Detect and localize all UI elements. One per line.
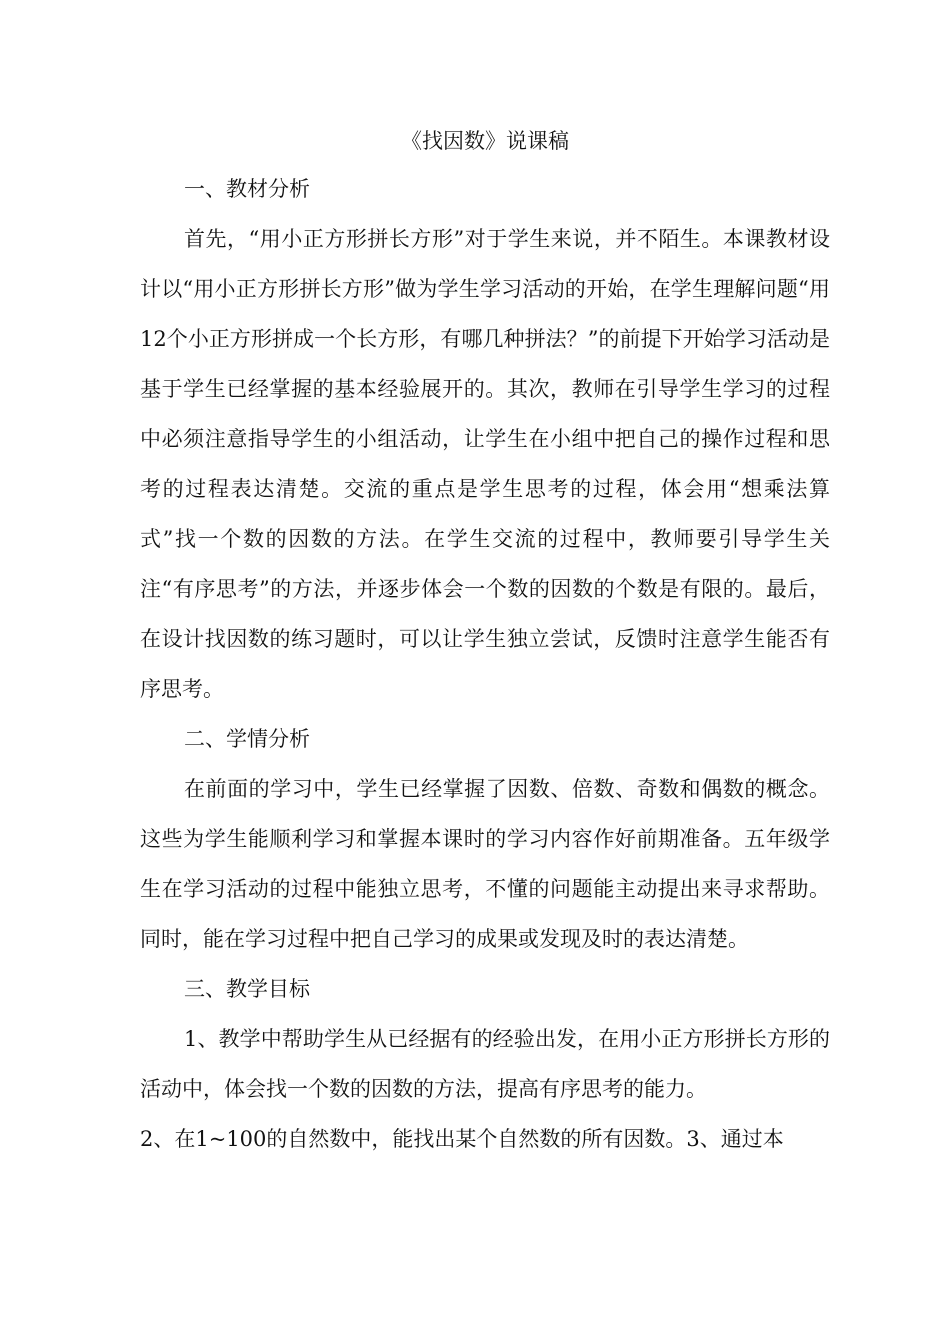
document-title: 《找因数》说课稿 (401, 129, 569, 153)
paragraph-student-analysis: 在前面的学习中，学生已经掌握了因数、倍数、奇数和偶数的概念。这些为学生能顺利学习和掌握本课时的学习内容作好前期准备。五年级学生在学习活动的过程中能独立思考，不懂的问题能主动提出来寻求帮助。同时，能在学习过程中把自己学习的成果或发现及时的表达清楚。 (140, 777, 830, 951)
section-heading-student-analysis: 二、学情分析 (184, 727, 310, 751)
paragraph-goal-1: 1、教学中帮助学生从已经据有的经验出发，在用小正方形拼长方形的活动中，体会找一个数的因数的方法，提高有序思考的能力。 (140, 1027, 830, 1101)
document-body (140, 118, 830, 1164)
paragraph-teaching-material: 首先，“用小正方形拼长方形”对于学生来说，并不陌生。本课教材设计以“用小正方形拼长方形”做为学生学习活动的开始，在学生理解问题“用12个小正方形拼成一个长方形，有哪几种拼法？”的前提下开始学习活动是基于学生已经掌握的基本经验展开的。其次，教师在引导学生学习的过程中必须注意指导学生的小组活动，让学生在小组中把自己的操作过程和思考的过程表达清楚。交流的重点是学生思考的过程，体会用“想乘法算式”找一个数的因数的方法。在学生交流的过程中，教师要引导学生关注“有序思考”的方法，并逐步体会一个数的因数的个数是有限的。最后，在设计找因数的练习题时，可以让学生独立尝试，反馈时注意学生能否有序思考。 (140, 227, 830, 701)
section-heading-teaching-material: 一、教材分析 (184, 177, 310, 201)
paragraph-goal-2: 2、在1~100的自然数中，能找出某个自然数的所有因数。3、通过本 (140, 1127, 784, 1151)
section-heading-teaching-goals: 三、教学目标 (184, 977, 310, 1001)
